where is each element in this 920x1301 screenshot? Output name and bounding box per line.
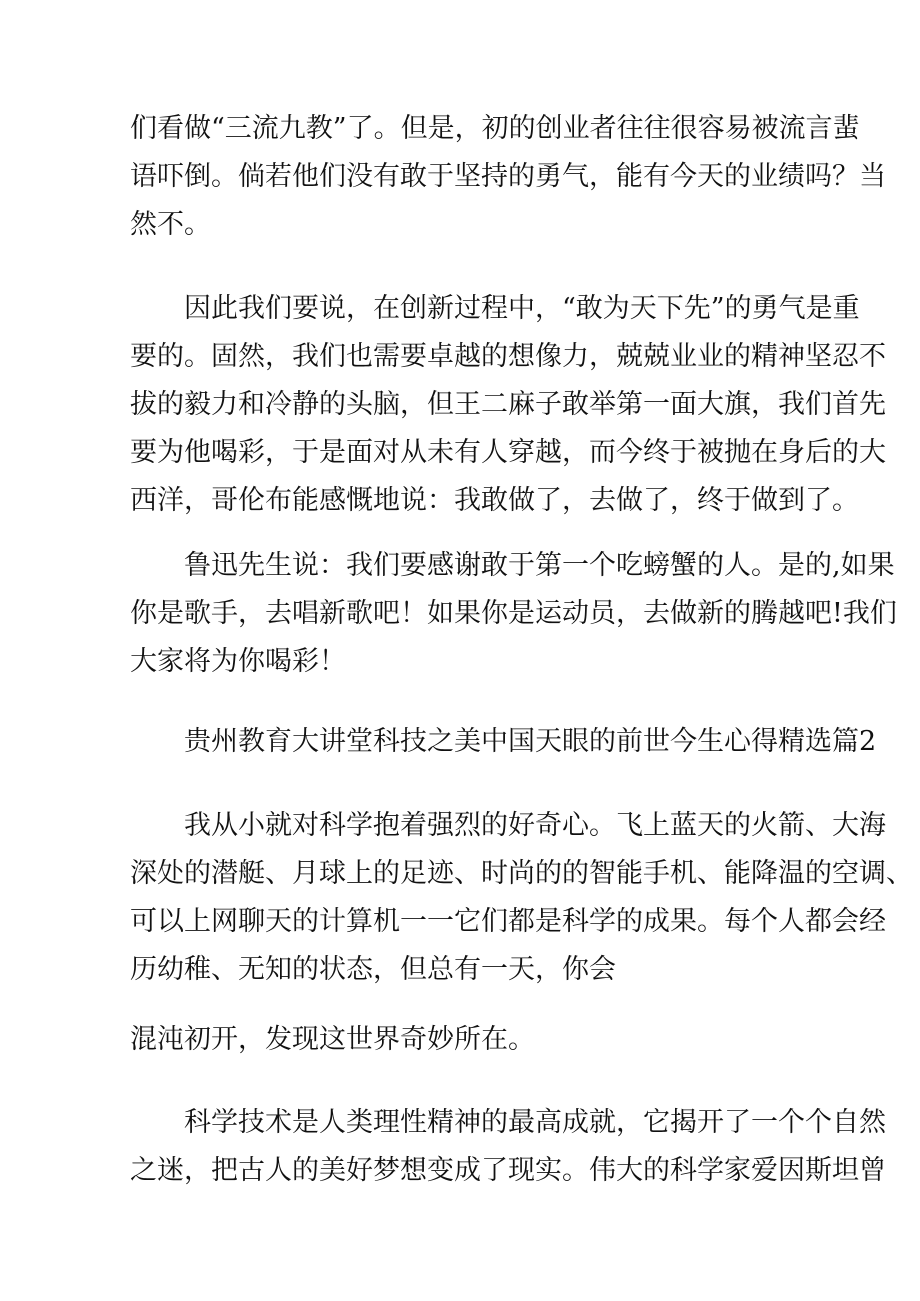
paragraph-5 (130, 1016, 810, 1064)
text-line: 你是歌手，去唱新歌吧！如果你是运动员，去做新的腾越吧!我们 (130, 598, 897, 629)
text-line: 混沌初开，发现这世界奇妙所在。 (130, 1024, 535, 1055)
paragraph-1 (130, 105, 886, 249)
paragraph-3 (130, 542, 897, 686)
paragraph-6 (130, 1099, 886, 1195)
section-heading (130, 718, 877, 766)
paragraph-2 (130, 285, 886, 525)
text-line: 鲁迅先生说：我们要感谢敢于第一个吃螃蟹的人。是的,如果 (184, 550, 895, 581)
paragraph-4 (130, 802, 913, 994)
text-line: 要为他喝彩，于是面对从未有人穿越，而今终于被抛在身后的大 (130, 437, 886, 468)
text-line: 科学技术是人类理性精神的最高成就，它揭开了一个个自然 (184, 1107, 886, 1138)
text-line: 要的。固然，我们也需要卓越的想像力，兢兢业业的精神坚忍不 (130, 341, 886, 372)
text-line: 可以上网聊天的计算机一一它们都是科学的成果。每个人都会经 (130, 906, 886, 937)
text-line: 深处的潜艇、月球上的足迹、时尚的的智能手机、能降温的空调、 (130, 858, 913, 889)
text-line: 大家将为你喝彩！ (130, 646, 346, 677)
section-title: 贵州教育大讲堂科技之美中国天眼的前世今生心得精选篇2 (184, 726, 877, 757)
text-line: 语吓倒。倘若他们没有敢于坚持的勇气，能有今天的业绩吗？当 (130, 161, 886, 192)
text-line: 历幼稚、无知的状态，但总有一天，你会 (130, 954, 616, 985)
text-line: 西洋，哥伦布能感慨地说：我敢做了，去做了，终于做到了。 (130, 485, 859, 516)
text-line: 之迷，把古人的美好梦想变成了现实。伟大的科学家爱因斯坦曾 (130, 1155, 886, 1186)
text-line: 我从小就对科学抱着强烈的好奇心。飞上蓝天的火箭、大海 (184, 810, 886, 841)
text-line: 然不。 (130, 209, 211, 240)
text-line: 们看做“三流九教”了。但是，初的创业者往往很容易被流言蜚 (130, 113, 860, 144)
text-line: 因此我们要说，在创新过程中，“敢为天下先”的勇气是重 (184, 293, 860, 324)
text-line: 拔的毅力和冷静的头脑，但王二麻子敢举第一面大旗，我们首先 (130, 389, 886, 420)
